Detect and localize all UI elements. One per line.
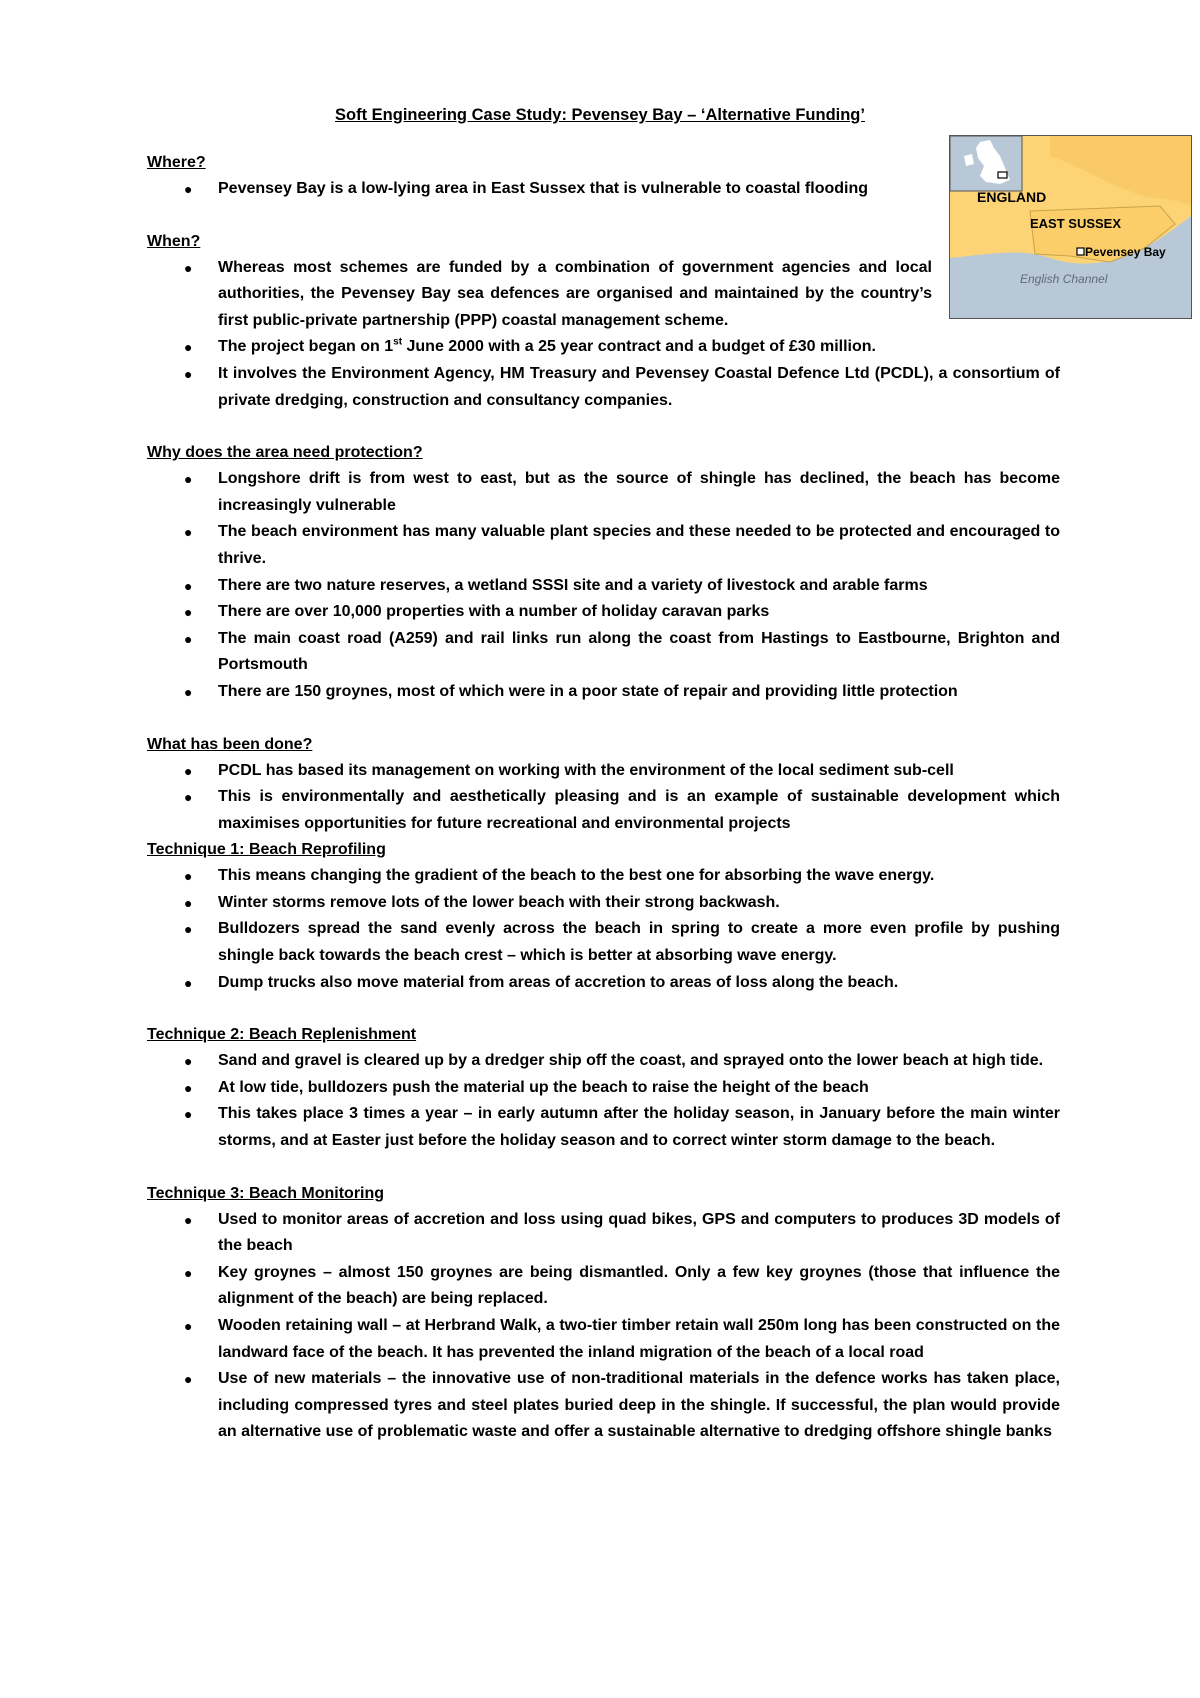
list-technique-1 (147, 863, 1060, 996)
bullet-icon: ● (184, 630, 193, 647)
list-item: ● There are 150 groynes, most of which were in a poor state of repair and providing little protection (147, 679, 1060, 706)
bullet-icon: ● (184, 339, 193, 356)
bullet-icon: ● (184, 974, 193, 991)
heading-when: When? (147, 232, 201, 250)
bullet-icon: ● (184, 683, 193, 700)
bullet-icon: ● (184, 1053, 193, 1070)
list-item: ● Use of new materials – the innovative use of non-traditional materials in the defence works has taken place, including compressed tyres and steel plates buried deep in the shingle. If successful, the plan would provide an alternative use of problematic waste and offer a sustainable alternative to dredging offshore shingle banks (147, 1366, 1060, 1446)
list-item: ● It involves the Environment Agency, HM Treasury and Pevensey Coastal Defence Ltd (PCDL), a consortium of private dredging, construction and consultancy companies. (147, 361, 1060, 414)
bullet-icon: ● (184, 259, 193, 276)
list-when (147, 255, 1060, 415)
list-item: ● Bulldozers spread the sand evenly across the beach in spring to create a more even profile by pushing shingle back towards the beach crest – which is better at absorbing wave energy. (147, 916, 1060, 969)
bullet-icon: ● (184, 1106, 193, 1123)
map-place-label: Pevensey Bay (1085, 245, 1166, 259)
list-item: ● Longshore drift is from west to east, but as the source of shingle has declined, the beach has become increasingly vulnerable (147, 466, 1060, 519)
bullet-icon: ● (184, 181, 193, 197)
bullet-icon: ● (184, 762, 193, 779)
bullet-icon: ● (184, 577, 193, 594)
bullet-icon: ● (184, 604, 193, 621)
list-item: ● This is environmentally and aesthetically pleasing and is an example of sustainable development which maximises opportunities for future recreational and environmental projects (147, 784, 1060, 837)
list-item: ● The main coast road (A259) and rail links run along the coast from Hastings to Eastbourne, Brighton and Portsmouth (147, 626, 1060, 679)
list-item: ● Pevensey Bay is a low-lying area in East Sussex that is vulnerable to coastal flooding (147, 176, 932, 203)
heading-where: Where? (147, 154, 206, 171)
document-body (147, 150, 1060, 1446)
list-item: ● The beach environment has many valuable plant species and these needed to be protected and encouraged to thrive. (147, 519, 1060, 572)
list-item: ● There are two nature reserves, a wetland SSSI site and a variety of livestock and arable farms (147, 573, 1060, 600)
bullet-icon: ● (184, 921, 193, 938)
map-sea-label: English Channel (1020, 272, 1108, 286)
map-county-label: EAST SUSSEX (1030, 216, 1122, 231)
list-item: ● The project began on 1st June 2000 with a 25 year contract and a budget of £30 million. (147, 334, 1060, 361)
list-why (147, 466, 1060, 705)
bullet-icon: ● (184, 1371, 193, 1388)
list-item: ● This means changing the gradient of the beach to the best one for absorbing the wave energy. (147, 863, 1060, 890)
list-technique-2 (147, 1048, 1060, 1154)
bullet-icon: ● (184, 1211, 193, 1228)
bullet-icon: ● (184, 789, 193, 806)
bullet-icon: ● (184, 524, 193, 541)
bullet-icon: ● (184, 894, 193, 911)
heading-technique-2: Technique 2: Beach Replenishment (147, 1026, 417, 1044)
list-item: ● At low tide, bulldozers push the material up the beach to raise the height of the beach (147, 1075, 1060, 1102)
heading-done: What has been done? (147, 735, 313, 753)
list-item: ● Whereas most schemes are funded by a combination of government agencies and local authorities, the Pevensey Bay sea defences are organised and maintained by the country’s first public-private partnership (PPP) coastal management scheme. (147, 255, 932, 335)
bullet-icon: ● (184, 1264, 193, 1281)
list-item: ● Key groynes – almost 150 groynes are being dismantled. Only a few key groynes (those that influence the alignment of the beach) are being replaced. (147, 1260, 1060, 1313)
list-item: ● PCDL has based its management on working with the environment of the local sediment sub-cell (147, 758, 1060, 785)
list-item: ● Dump trucks also move material from areas of accretion to areas of loss along the beach. (147, 970, 1060, 997)
list-item: ● Winter storms remove lots of the lower beach with their strong backwash. (147, 890, 1060, 917)
map-country-label: ENGLAND (977, 189, 1047, 205)
list-item: ● Sand and gravel is cleared up by a dredger ship off the coast, and sprayed onto the lower beach at high tide. (147, 1048, 1060, 1075)
list-item: ● Used to monitor areas of accretion and loss using quad bikes, GPS and computers to produces 3D models of the beach (147, 1207, 1060, 1260)
heading-why: Why does the area need protection? (147, 444, 423, 462)
heading-technique-1: Technique 1: Beach Reprofiling (147, 841, 386, 859)
list-item: ● Wooden retaining wall – at Herbrand Walk, a two-tier timber retain wall 250m long has been constructed on the landward face of the beach. It has prevented the inland migration of the beach of a local road (147, 1313, 1060, 1366)
list-item: ● There are over 10,000 properties with a number of holiday caravan parks (147, 599, 1060, 626)
page-title: Soft Engineering Case Study: Pevensey Bay – ‘Alternative Funding’ (335, 106, 865, 124)
list-done (147, 758, 1060, 838)
bullet-icon: ● (184, 1079, 193, 1096)
bullet-icon: ● (184, 365, 193, 382)
list-where (147, 176, 932, 203)
list-technique-3 (147, 1207, 1060, 1446)
bullet-icon: ● (184, 1318, 193, 1334)
bullet-icon: ● (184, 868, 193, 885)
heading-technique-3: Technique 3: Beach Monitoring (147, 1184, 385, 1202)
map-location-marker (1077, 248, 1084, 255)
bullet-icon: ● (184, 471, 193, 488)
list-item: ● This takes place 3 times a year – in early autumn after the holiday season, in January before the main winter storms, and at Easter just before the holiday season and to correct winter storm damage to the beach. (147, 1101, 1060, 1154)
